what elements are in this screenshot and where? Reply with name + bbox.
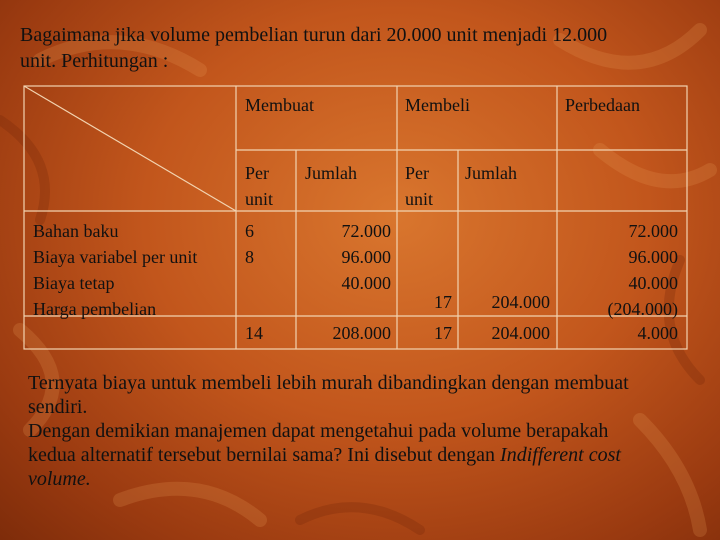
header-membuat-per-unit <box>245 160 273 212</box>
value-cell: 96.000 <box>341 247 391 267</box>
footer-line-4-text: kedua alternatif tersebut bernilai sama? Ini disebut dengan <box>28 444 501 466</box>
value-cell: 72.000 <box>628 221 678 241</box>
indifferent-cost-term: Indifferent cost <box>500 444 621 466</box>
conclusion-text <box>28 371 698 491</box>
row-label: Biaya variabel per unit <box>33 247 198 267</box>
value-cell: 96.000 <box>628 247 678 267</box>
row-label: Biaya tetap <box>33 273 115 293</box>
value-cell: 72.000 <box>341 221 391 241</box>
total-membuat-jumlah: 208.000 <box>332 323 391 343</box>
membuat-per-unit-values <box>245 218 254 270</box>
value-cell: 6 <box>245 221 254 241</box>
footer-line-1: Ternyata biaya untuk membeli lebih murah dibandingkan dengan membuat <box>28 372 629 394</box>
row-labels <box>33 218 197 322</box>
unit-label: unit <box>405 189 434 209</box>
footer-line-4 <box>28 443 698 467</box>
per-label: Per <box>405 163 429 183</box>
footer-line-3: Dengan demikian manajemen dapat mengetahui pada volume berapakah <box>28 420 609 442</box>
membeli-per-unit-value: 17 <box>434 292 452 312</box>
footer-line-5 <box>28 467 698 491</box>
header-membeli-per-unit <box>405 160 433 212</box>
header-membeli: Membeli <box>405 95 470 115</box>
footer-line-2: sendiri. <box>28 396 88 418</box>
total-membuat-per-unit: 14 <box>245 323 263 343</box>
value-cell: 40.000 <box>341 273 391 293</box>
membeli-jumlah-value: 204.000 <box>491 292 550 312</box>
row-label: Bahan baku <box>33 221 119 241</box>
row-label: Harga pembelian <box>33 299 157 319</box>
total-perbedaan: 4.000 <box>637 323 678 343</box>
header-membuat: Membuat <box>245 95 314 115</box>
per-label: Per <box>245 163 269 183</box>
value-cell: 8 <box>245 247 254 267</box>
header-perbedaan: Perbedaan <box>565 95 640 115</box>
value-cell: 40.000 <box>628 273 678 293</box>
volume-term: volume. <box>28 468 91 490</box>
header-membuat-jumlah: Jumlah <box>305 163 357 183</box>
header-membeli-jumlah: Jumlah <box>465 163 517 183</box>
membuat-jumlah-values <box>296 218 391 296</box>
total-membeli-per-unit: 17 <box>434 323 452 343</box>
perbedaan-values <box>557 218 678 322</box>
heading-line-2: unit. Perhitungan : <box>20 50 169 72</box>
value-cell: (204.000) <box>607 299 678 319</box>
total-membeli-jumlah: 204.000 <box>491 323 550 343</box>
unit-label: unit <box>245 189 274 209</box>
heading-line-1: Bagaimana jika volume pembelian turun dari 20.000 unit menjadi 12.000 <box>20 24 608 46</box>
